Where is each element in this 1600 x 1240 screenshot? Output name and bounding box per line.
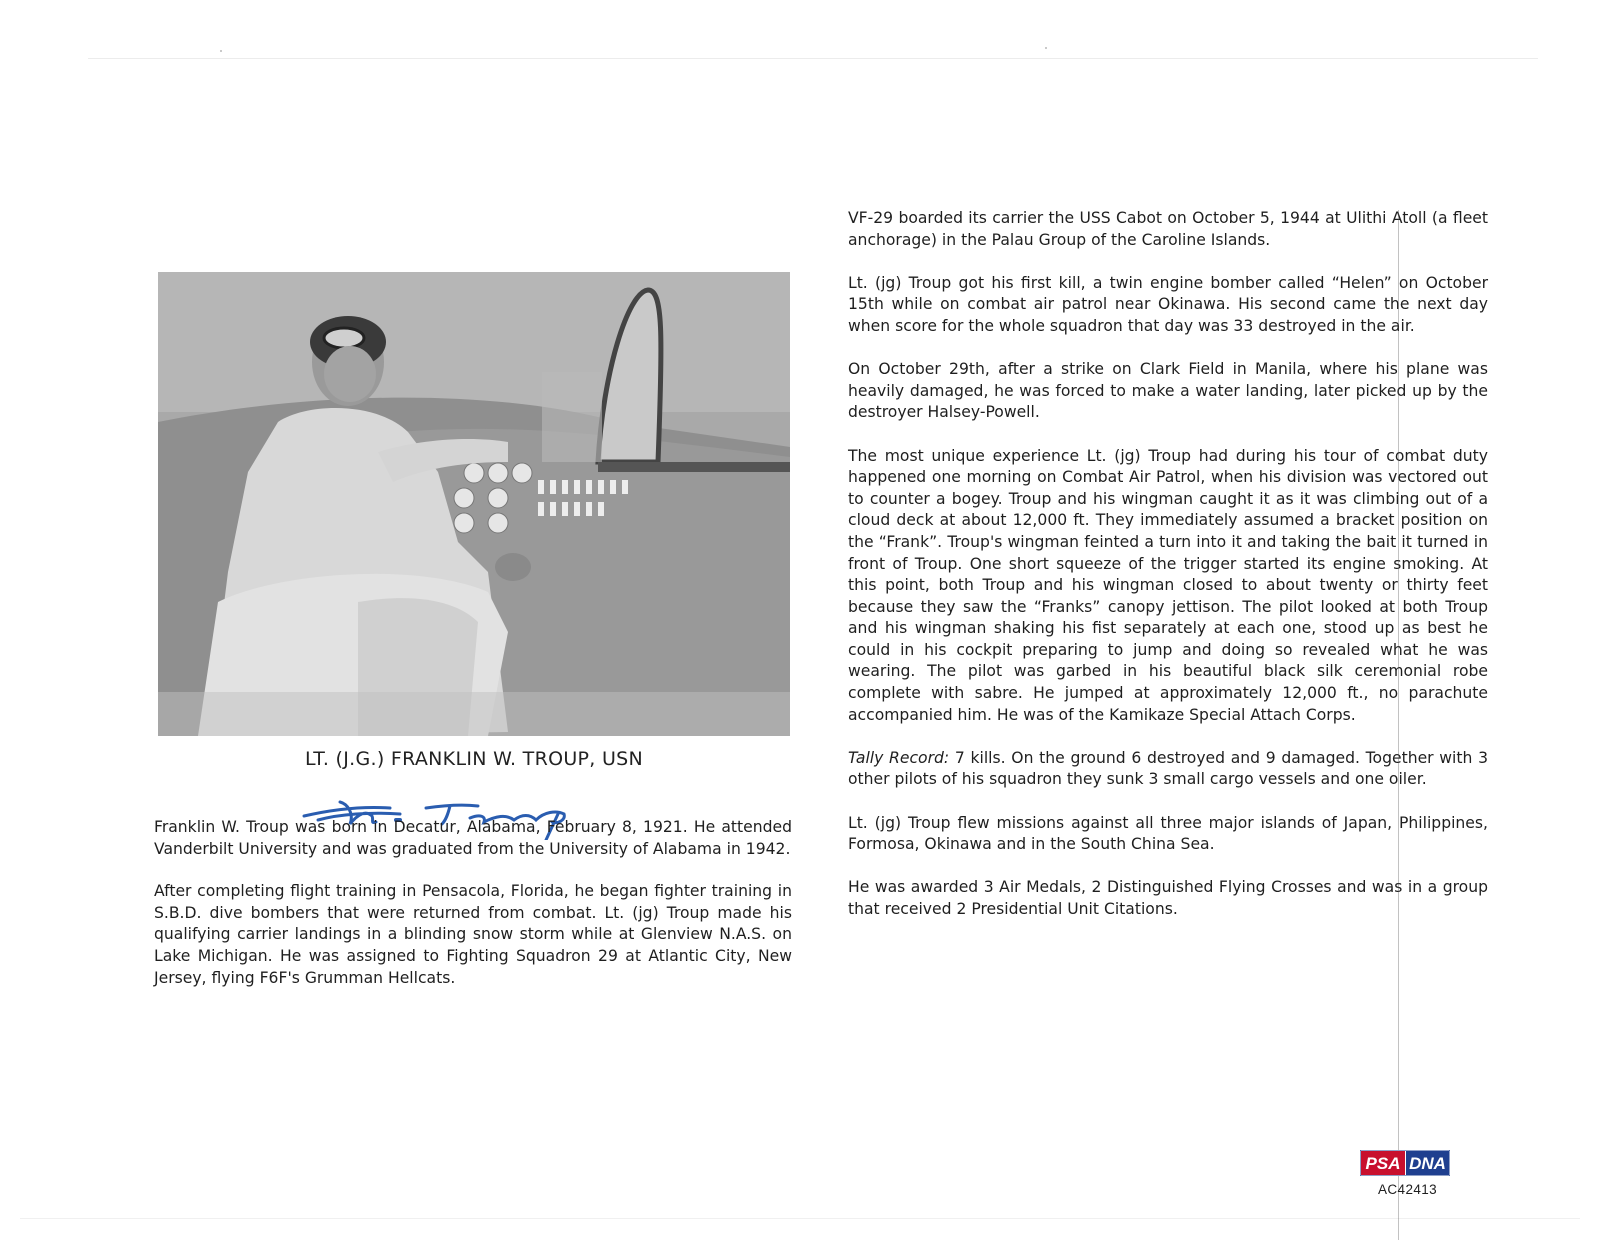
right-column: [848, 208, 1488, 942]
pilot-photo: [158, 272, 790, 736]
tally-label: Tally Record:: [848, 748, 950, 767]
left-column: [154, 817, 792, 1010]
biography-paragraph: Franklin W. Troup was born in Decatur, Alabama, February 8, 1921. He attended Vanderbilt University and was graduated from the University of Alabama in 1942.: [154, 818, 792, 858]
tally-paragraph: [848, 748, 1488, 791]
missions-paragraph: Lt. (jg) Troup flew missions against all three major islands of Japan, Philippines, Formosa, Okinawa and in the South China Sea.: [848, 813, 1488, 854]
dust-speck: [220, 50, 222, 52]
awards-paragraph: He was awarded 3 Air Medals, 2 Distinguished Flying Crosses and was in a group that received 2 Presidential Unit Citations.: [848, 878, 1488, 918]
kamikaze-paragraph: The most unique experience Lt. (jg) Troup had during his tour of combat duty happened one morning on Combat Air Patrol, when his division was vectored out to counter a bogey. Troup and his wingman caught it as it was climbing out of a cloud deck at about 12,000 ft. They immediately assumed a bracket position on the “Frank”. Troup's wingman feinted a turn into it and taking the bait it turned in front of Troup. One short squeeze of the trigger started its engine smoking. At this point, both Troup and his wingman closed to about twenty or thirty feet because they saw the “Franks” canopy jettison. The pilot looked at both Troup and his wingman shaking his fist separately at each one, stood up as best he could in his cockpit preparing to jump and doing so revealed what he was wearing. The pilot was garbed in his beautiful black silk ceremonial robe complete with sabre. He jumped at approximately 12,000 ft., no parachute accompanied him. He was of the Kamikaze Special Attach Corps.: [848, 446, 1488, 724]
psa-dna-logo: [1360, 1150, 1450, 1176]
page-edge-bottom: [20, 1218, 1580, 1219]
first-kill-paragraph: Lt. (jg) Troup got his first kill, a twin engine bomber called “Helen” on October 15th while on combat air patrol near Okinawa. His second came the next day when score for the whole squadron that day was 33 destroyed in the air.: [848, 273, 1488, 335]
tally-text: 7 kills. On the ground 6 destroyed and 9 damaged. Together with 3 other pilots of his squadron they sunk 3 small cargo vessels and one oiler.: [848, 748, 1488, 789]
dust-speck: [1045, 47, 1047, 49]
photo-caption: LT. (J.G.) FRANKLIN W. TROUP, USN: [304, 748, 644, 770]
scan-fold-line: [1398, 210, 1399, 1240]
training-paragraph: After completing flight training in Pensacola, Florida, he began fighter training in S.B.D. dive bombers that were returned from combat. Lt. (jg) Troup made his qualifying carrier landings in a blinding snow storm while at Glenview N.A.S. on Lake Michigan. He was assigned to Fighting Squadron 29 at Atlantic City, New Jersey, flying F6F's Grumman Hellcats.: [154, 882, 792, 987]
pilot-photo-illustration: [158, 272, 790, 736]
certificate-number: AC42413: [1378, 1182, 1438, 1197]
carrier-paragraph: VF-29 boarded its carrier the USS Cabot on October 5, 1944 at Ulithi Atoll (a fleet anchorage) in the Palau Group of the Caroline Islands.: [848, 209, 1488, 249]
page-edge-top: [88, 58, 1538, 59]
water-landing-paragraph: On October 29th, after a strike on Clark Field in Manila, where his plane was heavily damaged, he was forced to make a water landing, later picked up by the destroyer Halsey-Powell.: [848, 360, 1488, 422]
logo-right-text: DNA: [1409, 1154, 1446, 1173]
logo-left-text: PSA: [1365, 1154, 1401, 1173]
